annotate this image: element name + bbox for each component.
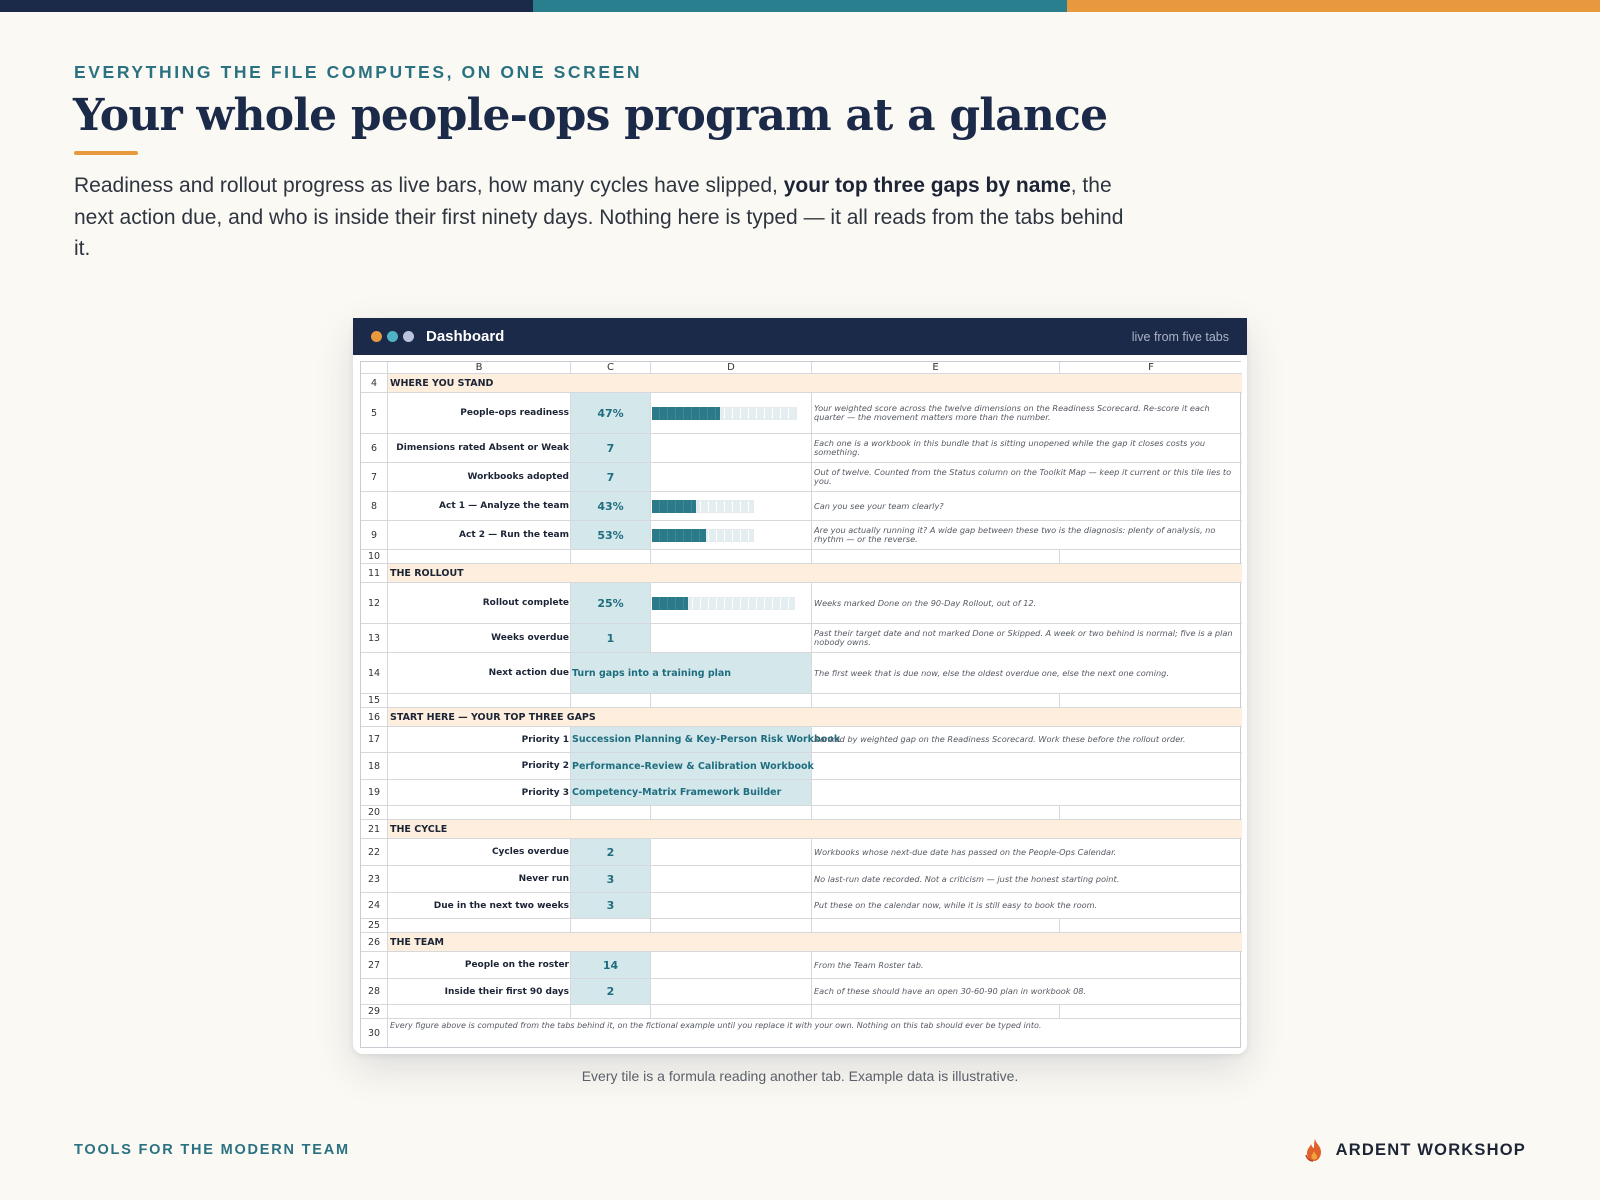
progress-bar-act1 bbox=[652, 500, 754, 513]
row-number[interactable]: 17 bbox=[361, 727, 388, 753]
window-dot-lavender bbox=[403, 331, 414, 342]
empty-cell[interactable] bbox=[1060, 1005, 1242, 1019]
row-number[interactable]: 7 bbox=[361, 463, 388, 492]
empty-cell[interactable] bbox=[651, 952, 812, 979]
empty-cell[interactable] bbox=[651, 694, 812, 708]
value-next-action[interactable]: Turn gaps into a training plan bbox=[571, 653, 812, 694]
stripe-teal bbox=[533, 0, 1066, 12]
empty-cell[interactable] bbox=[812, 919, 1060, 933]
dashboard-window bbox=[353, 318, 1247, 1054]
row-number[interactable]: 21 bbox=[361, 820, 388, 839]
window-titlebar bbox=[353, 318, 1247, 355]
note-rollout-complete[interactable]: Weeks marked Done on the 90-Day Rollout, out of 12. bbox=[812, 583, 1242, 624]
stripe-orange bbox=[1067, 0, 1600, 12]
row-number[interactable]: 10 bbox=[361, 550, 388, 564]
note-act1[interactable]: Can you see your team clearly? bbox=[812, 492, 1242, 521]
note-absent-weak[interactable]: Each one is a workbook in this bundle that is sitting unopened while the gap it closes costs you something. bbox=[812, 434, 1242, 463]
label-next-action: Next action due bbox=[388, 653, 571, 694]
value-priority-3[interactable]: Competency-Matrix Framework Builder bbox=[571, 780, 812, 806]
empty-cell[interactable] bbox=[812, 806, 1060, 820]
empty-cell[interactable] bbox=[388, 806, 571, 820]
empty-cell[interactable] bbox=[812, 780, 1242, 806]
value-weeks-overdue[interactable]: 1 bbox=[571, 624, 651, 653]
column-header-c[interactable]: C bbox=[571, 362, 651, 374]
progress-fill bbox=[652, 529, 706, 542]
note-never-run[interactable]: No last-run date recorded. Not a criticism — just the honest starting point. bbox=[812, 866, 1242, 893]
value-act2[interactable]: 53% bbox=[571, 521, 651, 550]
empty-cell[interactable] bbox=[571, 550, 651, 564]
label-priority-3: Priority 3 bbox=[388, 780, 571, 806]
window-dot-orange bbox=[371, 331, 382, 342]
note-act2[interactable]: Are you actually running it? A wide gap between these two is the diagnosis: plenty of analysis, no rhythm — or the reverse. bbox=[812, 521, 1242, 550]
row-number[interactable]: 4 bbox=[361, 374, 388, 393]
empty-cell[interactable] bbox=[1060, 694, 1242, 708]
empty-cell[interactable] bbox=[651, 839, 812, 866]
value-act1[interactable]: 43% bbox=[571, 492, 651, 521]
empty-cell[interactable] bbox=[571, 694, 651, 708]
column-header-b[interactable]: B bbox=[388, 362, 571, 374]
empty-cell[interactable] bbox=[651, 866, 812, 893]
progress-fill bbox=[652, 597, 688, 610]
empty-cell[interactable] bbox=[651, 550, 812, 564]
page-title: Your whole people-ops program at a glance bbox=[73, 90, 1108, 141]
section-header-top-three-gaps: START HERE — YOUR TOP THREE GAPS bbox=[388, 708, 1242, 727]
column-header-d[interactable]: D bbox=[651, 362, 812, 374]
title-underline bbox=[74, 151, 138, 155]
progress-fill bbox=[652, 407, 720, 420]
row-number[interactable]: 27 bbox=[361, 952, 388, 979]
bar-cell-readiness[interactable] bbox=[651, 393, 812, 434]
label-people-on-roster: People on the roster bbox=[388, 952, 571, 979]
row-number[interactable]: 13 bbox=[361, 624, 388, 653]
label-readiness: People-ops readiness bbox=[388, 393, 571, 434]
empty-cell[interactable] bbox=[1060, 550, 1242, 564]
row-number[interactable]: 6 bbox=[361, 434, 388, 463]
empty-cell[interactable] bbox=[388, 1005, 571, 1019]
row-number[interactable]: 25 bbox=[361, 919, 388, 933]
note-weeks-overdue[interactable]: Past their target date and not marked Done or Skipped. A week or two behind is normal; five is a plan nobody owns. bbox=[812, 624, 1242, 653]
value-readiness[interactable]: 47% bbox=[571, 393, 651, 434]
row-number[interactable]: 30 bbox=[361, 1019, 388, 1047]
brand-logo[interactable] bbox=[1304, 1138, 1526, 1162]
window-dot-teal bbox=[387, 331, 398, 342]
sheet-footnote[interactable]: Every figure above is computed from the tabs behind it, on the fictional example until you replace it with your own. Nothing on this tab should ever be typed into. bbox=[390, 1021, 1042, 1030]
label-absent-weak: Dimensions rated Absent or Weak bbox=[388, 434, 571, 463]
empty-cell[interactable] bbox=[651, 463, 812, 492]
note-first-90-days[interactable]: Each of these should have an open 30-60-90 plan in workbook 08. bbox=[812, 979, 1242, 1005]
value-absent-weak[interactable]: 7 bbox=[571, 434, 651, 463]
empty-cell[interactable] bbox=[571, 919, 651, 933]
label-priority-1: Priority 1 bbox=[388, 727, 571, 753]
empty-cell[interactable] bbox=[388, 550, 571, 564]
column-header-e[interactable]: E bbox=[812, 362, 1060, 374]
section-header-the-rollout: THE ROLLOUT bbox=[388, 564, 1242, 583]
empty-cell[interactable] bbox=[651, 1005, 812, 1019]
value-people-on-roster[interactable]: 14 bbox=[571, 952, 651, 979]
progress-bar-readiness bbox=[652, 407, 797, 420]
progress-bar-rollout bbox=[652, 597, 795, 610]
bar-cell-act2[interactable] bbox=[651, 521, 812, 550]
empty-cell[interactable] bbox=[388, 919, 571, 933]
empty-cell[interactable] bbox=[1060, 919, 1242, 933]
empty-cell[interactable] bbox=[812, 550, 1060, 564]
row-number[interactable]: 14 bbox=[361, 653, 388, 694]
note-due-two-weeks[interactable]: Put these on the calendar now, while it is still easy to book the room. bbox=[812, 893, 1242, 919]
value-priority-1[interactable]: Succession Planning & Key-Person Risk Workbook bbox=[571, 727, 812, 753]
lede-bold: your top three gaps by name bbox=[783, 174, 1071, 197]
empty-cell[interactable] bbox=[812, 1005, 1060, 1019]
empty-cell[interactable] bbox=[651, 624, 812, 653]
value-rollout-complete[interactable]: 25% bbox=[571, 583, 651, 624]
label-act2: Act 2 — Run the team bbox=[388, 521, 571, 550]
row-number[interactable]: 15 bbox=[361, 694, 388, 708]
empty-cell[interactable] bbox=[651, 919, 812, 933]
value-workbooks-adopted[interactable]: 7 bbox=[571, 463, 651, 492]
note-priority[interactable]: Ranked by weighted gap on the Readiness Scorecard. Work these before the rollout order. bbox=[812, 727, 1242, 753]
value-cycles-overdue[interactable]: 2 bbox=[571, 839, 651, 866]
row-number[interactable]: 22 bbox=[361, 839, 388, 866]
lede-text: Readiness and rollout progress as live bars, how many cycles have slipped, bbox=[74, 174, 784, 197]
section-header-the-cycle: THE CYCLE bbox=[388, 820, 1242, 839]
value-never-run[interactable]: 3 bbox=[571, 866, 651, 893]
note-readiness[interactable]: Your weighted score across the twelve dimensions on the Readiness Scorecard. Re-score it each quarter — the movement matters more than the number. bbox=[812, 393, 1242, 434]
row-number[interactable]: 26 bbox=[361, 933, 388, 952]
window-title: Dashboard bbox=[426, 328, 505, 345]
label-due-two-weeks: Due in the next two weeks bbox=[388, 893, 571, 919]
corner-cell bbox=[361, 362, 388, 374]
value-priority-2[interactable]: Performance-Review & Calibration Workbook bbox=[571, 753, 812, 780]
empty-cell[interactable] bbox=[571, 1005, 651, 1019]
row-number[interactable]: 5 bbox=[361, 393, 388, 434]
progress-bar-act2 bbox=[652, 529, 754, 542]
row-number[interactable]: 24 bbox=[361, 893, 388, 919]
stripe-navy bbox=[0, 0, 533, 12]
value-due-two-weeks[interactable]: 3 bbox=[571, 893, 651, 919]
empty-cell[interactable] bbox=[388, 694, 571, 708]
empty-cell[interactable] bbox=[571, 806, 651, 820]
value-first-90-days[interactable]: 2 bbox=[571, 979, 651, 1005]
row-number[interactable]: 18 bbox=[361, 753, 388, 780]
window-status: live from five tabs bbox=[1131, 330, 1229, 344]
section-header-the-team: THE TEAM bbox=[388, 933, 1242, 952]
label-rollout-complete: Rollout complete bbox=[388, 583, 571, 624]
lede-paragraph bbox=[74, 170, 1134, 265]
empty-cell[interactable] bbox=[651, 893, 812, 919]
spreadsheet bbox=[360, 361, 1241, 1048]
row-number[interactable]: 12 bbox=[361, 583, 388, 624]
row-number[interactable]: 29 bbox=[361, 1005, 388, 1019]
label-act1: Act 1 — Analyze the team bbox=[388, 492, 571, 521]
row-number[interactable]: 28 bbox=[361, 979, 388, 1005]
label-priority-2: Priority 2 bbox=[388, 753, 571, 780]
row-number[interactable]: 11 bbox=[361, 564, 388, 583]
bar-cell-act1[interactable] bbox=[651, 492, 812, 521]
column-header-f[interactable]: F bbox=[1060, 362, 1242, 374]
row-number[interactable]: 9 bbox=[361, 521, 388, 550]
empty-cell[interactable] bbox=[812, 753, 1242, 780]
label-cycles-overdue: Cycles overdue bbox=[388, 839, 571, 866]
empty-cell[interactable] bbox=[812, 694, 1060, 708]
note-workbooks-adopted[interactable]: Out of twelve. Counted from the Status column on the Toolkit Map — keep it current or this tile lies to you. bbox=[812, 463, 1242, 492]
note-next-action[interactable]: The first week that is due now, else the oldest overdue one, else the next one coming. bbox=[812, 653, 1242, 694]
footer-tagline: TOOLS FOR THE MODERN TEAM bbox=[74, 1142, 350, 1158]
label-never-run: Never run bbox=[388, 866, 571, 893]
row-number[interactable]: 16 bbox=[361, 708, 388, 727]
empty-cell[interactable] bbox=[651, 806, 812, 820]
empty-cell[interactable] bbox=[651, 434, 812, 463]
note-cycles-overdue[interactable]: Workbooks whose next-due date has passed on the People-Ops Calendar. bbox=[812, 839, 1242, 866]
brand-name: ARDENT WORKSHOP bbox=[1335, 1140, 1526, 1159]
row-number[interactable]: 8 bbox=[361, 492, 388, 521]
label-first-90-days: Inside their first 90 days bbox=[388, 979, 571, 1005]
flame-icon bbox=[1304, 1138, 1326, 1162]
eyebrow: EVERYTHING THE FILE COMPUTES, ON ONE SCREEN bbox=[74, 62, 643, 82]
row-number[interactable]: 19 bbox=[361, 780, 388, 806]
lede-text-end: , the next action due, and who is inside their first ninety days. Nothing here is typed — it all reads from the tabs behind it. bbox=[74, 174, 1124, 260]
empty-cell[interactable] bbox=[1060, 806, 1242, 820]
bar-cell-rollout[interactable] bbox=[651, 583, 812, 624]
screenshot-caption: Every tile is a formula reading another tab. Example data is illustrative. bbox=[581, 1068, 1019, 1084]
label-weeks-overdue: Weeks overdue bbox=[388, 624, 571, 653]
row-number[interactable]: 20 bbox=[361, 806, 388, 820]
note-people-on-roster[interactable]: From the Team Roster tab. bbox=[812, 952, 1242, 979]
progress-fill bbox=[652, 500, 696, 513]
label-workbooks-adopted: Workbooks adopted bbox=[388, 463, 571, 492]
empty-cell[interactable] bbox=[651, 979, 812, 1005]
row-number[interactable]: 23 bbox=[361, 866, 388, 893]
section-header-where-you-stand: WHERE YOU STAND bbox=[388, 374, 1242, 393]
top-color-stripe bbox=[0, 0, 1600, 12]
